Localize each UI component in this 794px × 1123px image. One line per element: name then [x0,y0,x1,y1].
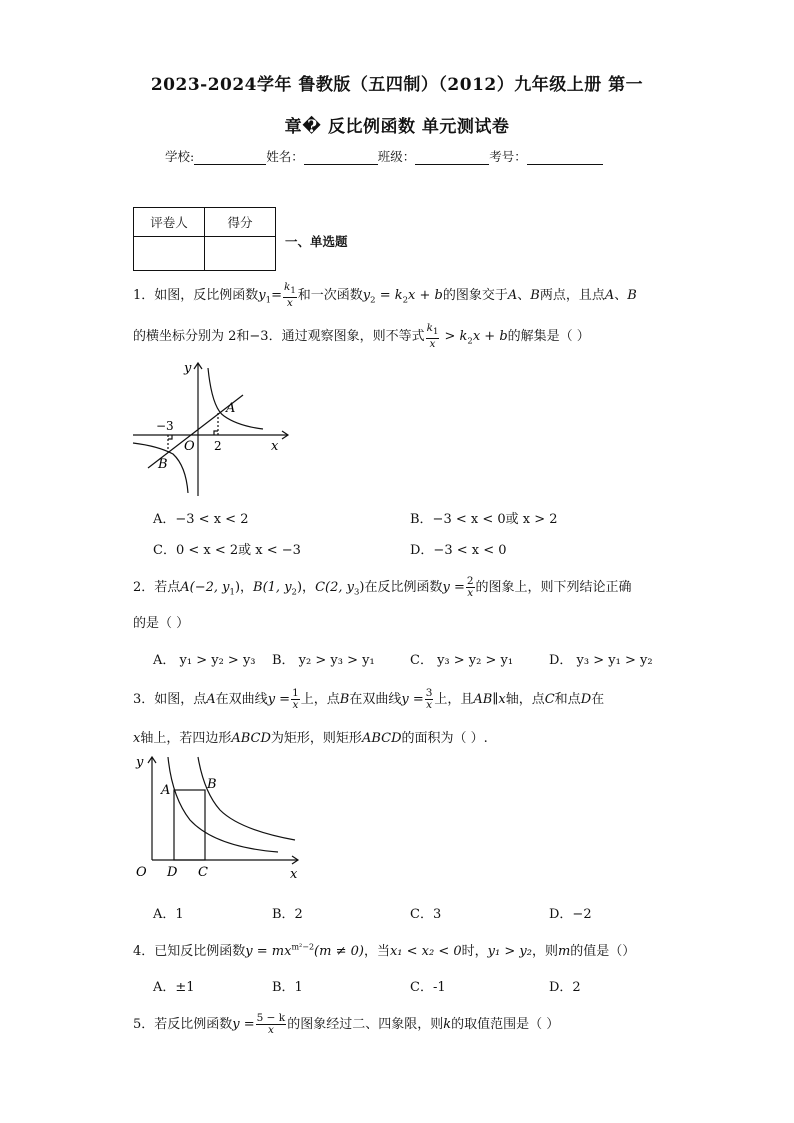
q3-hyperbola-3 [198,757,295,840]
q3-text6: 和点 [554,692,581,707]
q1-frac [283,282,297,309]
q4-option-a[interactable]: A．±1 [153,980,195,995]
name-label: 姓名： [266,149,304,164]
q3-text4: 上，且 [434,692,474,707]
q3-C: C [544,692,555,707]
q4-cond: (m ≠ 0) [314,944,364,959]
q3-A: A [206,692,216,707]
q2-fy: y = [442,580,465,595]
q1-two-label: 2 [214,439,222,453]
doc-title-line2: 章� 反比例函数 单元测试卷 [284,117,510,137]
q2-text: 2．若点 [133,580,181,595]
q1-option-c[interactable]: C．0 < x < 2或 x < −3 [153,543,301,558]
q2-line2: 的是（ ） [133,616,190,631]
q1-hyperbola-right [208,368,263,429]
q2-pointC-end: ) [359,580,365,595]
q5-text3: 的取值范围是（ ） [451,1017,560,1032]
q1-option-d[interactable]: D．−3 < x < 0 [410,543,507,558]
q2-pointA-end: ) [234,580,241,595]
q3-B-label: B [207,777,217,792]
section-title: 一、单选题 [285,234,348,249]
q3-text7: 在 [591,692,605,707]
q3-text2: 在双曲线 [215,692,268,707]
q2-comma: ， [240,580,254,595]
q1-frac-num-sub: 1 [290,286,296,297]
q1-y2-sub: 2 [370,295,376,306]
q3-parallel: AB∥x [473,692,506,707]
q2-line1: 2．若点A(−2, $y_1$)，B(1, $y_2$)，C(2, $y_3$)在反比例函数y = $\frac{2}{x}$ 的图象上，则下列结论正确 [133,575,632,599]
q2-option-a[interactable]: A． y₁ > y₂ > y₃ [153,653,256,668]
q3-option-b[interactable]: B．2 [272,907,303,922]
q2-frac-den: x [467,587,474,599]
grader-cell[interactable] [134,237,205,271]
q1-option-b[interactable]: B．−3 < x < 0或 x > 2 [410,512,558,527]
q5-frac-den: x [267,1024,274,1036]
q5-text: 5．若反比例函数 [133,1017,233,1032]
q3-line1: 3．如图，点A在双曲线y = $\frac{1}{x}$ 上，点B在双曲线y = $\frac{3}{x}$ 上，且AB∥x轴，点C和点D在 [133,687,605,711]
q1-line2 [133,323,590,350]
name-field[interactable] [304,150,378,165]
q1-k2-sub: 2 [402,295,409,306]
q3-text5: 轴，点 [505,692,545,707]
school-label: 学校: [165,149,195,164]
q1-frac-den: x [286,297,293,310]
q1-option-a[interactable]: A．−3 < x < 2 [153,512,249,527]
q3-x: x [133,731,141,746]
q1-line1: 1．如图，反比例函数$y_1=$ $\frac{k_1}{x}$ 和一次函数$y_2 = k_2x + b$的图象交于A、B两点，且点A、B [133,281,637,310]
school-field[interactable] [194,150,266,165]
q3-A-label: A [161,783,171,798]
q2-frac [466,576,475,599]
q3-fy1: y = [267,692,291,707]
q3-frac2 [425,688,434,711]
q4-line [133,940,635,959]
q3-hyperbola-1 [168,757,278,852]
q3-text10: 的面积为（ ）. [401,731,488,746]
q4-text3: 时， [461,944,488,959]
q4-ycond: y₁ > y₂ [487,944,532,959]
student-info-line [165,147,603,165]
q2-option-b[interactable]: B． y₂ > y₃ > y₁ [272,653,375,668]
q3-D-label: D [167,865,178,880]
q1-ineq-sub: 2 [467,336,473,347]
q1-right-angle-A [214,431,218,435]
q1-ineq-a: > k [440,329,468,345]
q3-graph [130,752,305,884]
grader-header: 评卷人 [134,208,205,237]
exam-no-field[interactable] [527,150,603,165]
q3-x-label: x [290,867,298,882]
score-header: 得分 [205,208,276,237]
q1-xb: x + b [408,288,443,304]
q2-pointB: B(1, y [253,580,292,595]
q5-text2: 的图象经过二、四象限，则 [287,1017,444,1032]
score-table [133,207,276,271]
q2-pointA: A(−2, y [180,580,230,595]
q4-option-b[interactable]: B．1 [272,980,303,995]
q3-frac1-den: x [292,699,299,711]
class-label: 班级： [377,149,416,164]
q2-pointB-end: ) [296,580,303,595]
q5-frac-num: 5 − k [256,1012,286,1024]
q4-text4: ，则 [531,944,558,959]
q3-text9: 为矩形，则矩形 [270,731,362,746]
q2-frac-num: 2 [466,575,474,587]
q3-y-label: y [136,755,144,770]
q3-origin-label: O [136,865,147,880]
q4-m: m [557,944,571,959]
q4-text: 4．已知反比例函数 [133,944,246,959]
q2-text2: 在反比例函数 [364,580,443,595]
q1-text4: 两点，且点 [539,288,605,304]
q3-D: D [580,692,592,707]
q4-option-c[interactable]: C．-1 [410,980,446,995]
q1-y2: y [362,288,371,304]
q2-pointA-sub: 1 [229,587,235,598]
q3-option-d[interactable]: D．−2 [549,907,592,922]
q1-origin-label: O [184,439,195,454]
q3-text: 3．如图，点 [133,692,207,707]
q1-A-label: A [226,401,236,416]
q1-x-label: x [271,439,279,454]
q4-exp: m²−2 [291,942,315,952]
q3-B: B [339,692,350,707]
q2-option-d[interactable]: D． y₃ > y₁ > y₂ [549,653,653,668]
q4-option-d[interactable]: D．2 [549,980,581,995]
q5-frac [256,1013,287,1036]
q1-graph [128,358,298,503]
q1-sep: 、 [517,288,531,304]
q3-frac1-num: 1 [292,687,299,699]
q1-eq: = [271,288,282,304]
q2-pointC-sub: 3 [353,587,360,598]
q1-line2-text: 的横坐标分别为 2和−3．通过观察图象，则不等式 [133,329,425,345]
q1-B: B [530,288,540,304]
q1-A: A [507,288,518,304]
q2-pointB-sub: 2 [291,587,297,598]
q4-func: y = mx [245,944,292,959]
q1-neg3-label: −3 [156,419,174,433]
q1-ineq-frac: $\frac{k_1}{x}$ [426,322,439,351]
q1-frac-num: k [283,281,291,293]
score-cell[interactable] [205,237,276,271]
q3-C-label: C [198,865,208,880]
q1-B-label: B [158,457,168,472]
q1-text: 1．如图，反比例函数 [133,288,259,304]
q3-frac2-den: x [426,699,433,711]
q1-text3: 的图象交于 [442,288,508,304]
q1-line2-end: 的解集是（ ） [507,329,590,345]
q1-y-label: y [184,361,192,376]
q2-option-c[interactable]: C． y₃ > y₂ > y₁ [410,653,514,668]
q4-text5: 的值是（） [570,944,636,959]
q3-frac1 [291,688,300,711]
q3-abcd: ABCD [231,731,271,746]
q3-option-a[interactable]: A．1 [153,907,184,922]
q2-pointC: C(2, y [315,580,354,595]
q1-ineq-b: x + b [472,329,508,345]
q1-k2: = k [375,288,403,304]
q3-text8: 轴上，若四边形 [140,731,232,746]
doc-title-line1: 2023-2024学年 鲁教版（五四制）（2012）九年级上册 第一 [150,75,644,95]
q1-y1-sub: 1 [265,295,272,306]
q5-line [133,1013,559,1036]
q2-text3: 的图象上，则下列结论正确 [475,580,632,595]
q1-y1: y [258,288,266,304]
q5-fy: y = [232,1017,255,1032]
q4-text2: ，当 [363,944,390,959]
q3-text3: 上，点 [300,692,340,707]
q3-line2: x轴上，若四边形ABCD为矩形，则矩形ABCD的面积为（ ）. [133,731,488,746]
q3-frac2-num: 3 [425,687,433,699]
q3-option-c[interactable]: C．3 [410,907,442,922]
q5-k: k [443,1017,452,1032]
class-field[interactable] [415,150,489,165]
q4-xcond: x₁ < x₂ < 0 [389,944,462,959]
exam-no-label: 考号： [489,149,527,164]
q1-right-angle-B [168,435,172,439]
q1-text2: 和一次函数 [297,288,363,304]
